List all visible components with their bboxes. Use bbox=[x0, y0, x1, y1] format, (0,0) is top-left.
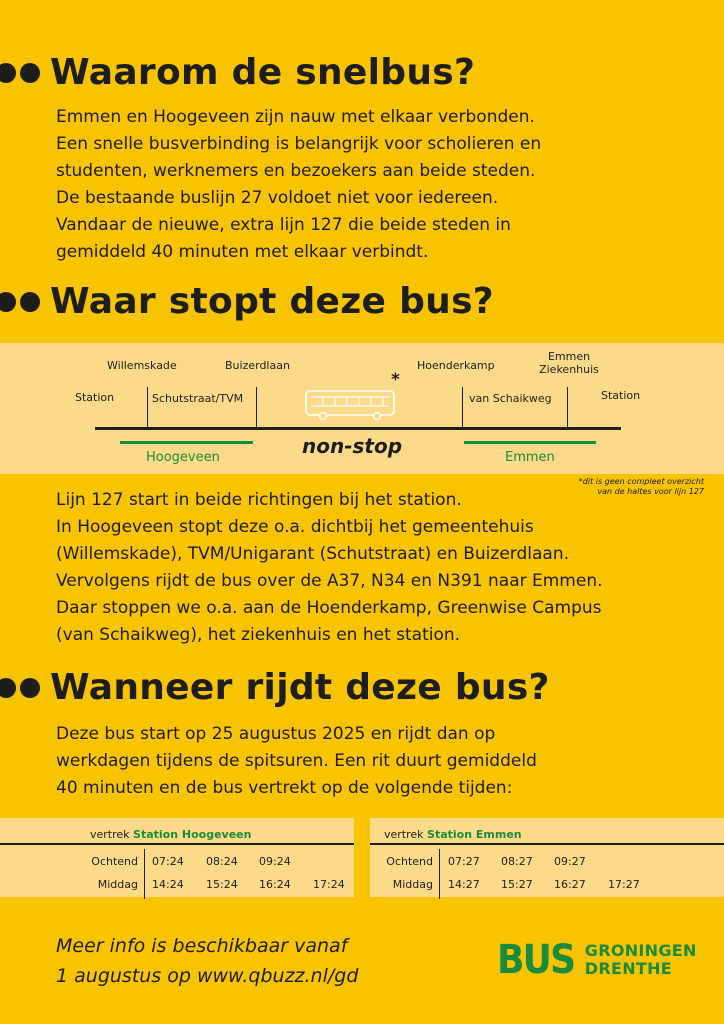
stop-hoenderkamp: Hoenderkamp bbox=[417, 359, 495, 372]
departure-time: 14:27 bbox=[448, 878, 480, 891]
info-line: Meer info is beschikbaar vanaf bbox=[56, 935, 348, 957]
departure-time: 15:27 bbox=[501, 878, 533, 891]
departure-time: 16:24 bbox=[259, 878, 291, 891]
bullet-dots-icon bbox=[0, 678, 40, 698]
timetable-prefix: vertrek bbox=[384, 828, 424, 841]
text-line: Vervolgens rijdt de bus over de A37, N34 en N391 naar Emmen. bbox=[56, 571, 603, 591]
timetable-station: Station Emmen bbox=[427, 828, 522, 841]
footnote-line: van de haltes voor lijn 127 bbox=[597, 487, 704, 496]
paragraph-why bbox=[56, 104, 541, 266]
timetable-station: Station Hoogeveen bbox=[133, 828, 252, 841]
text-line: Emmen en Hoogeveen zijn nauw met elkaar verbonden. bbox=[56, 107, 535, 127]
stop-schutstraat: Schutstraat/TVM bbox=[152, 392, 244, 405]
hoogeveen-bar bbox=[120, 441, 253, 444]
logo-text bbox=[585, 942, 697, 978]
text-line: Een snelle busverbinding is belangrijk voor scholieren en bbox=[56, 134, 542, 154]
stop-station-hoogeveen: Station bbox=[75, 391, 115, 404]
departure-time: 08:27 bbox=[501, 855, 533, 868]
departure-time: 17:27 bbox=[608, 878, 640, 891]
timetable-header bbox=[384, 828, 522, 841]
departure-time: 09:24 bbox=[259, 855, 291, 868]
stop-van-schaikweg: van Schaikweg bbox=[469, 392, 552, 405]
text-line: Daar stoppen we o.a. aan de Hoenderkamp, Greenwise Campus bbox=[56, 598, 602, 618]
departure-time: 08:24 bbox=[206, 855, 238, 868]
text-line: In Hoogeveen stopt deze o.a. dichtbij het gemeentehuis bbox=[56, 517, 534, 537]
text-line: Vandaar de nieuwe, extra lijn 127 die beide steden in bbox=[56, 215, 511, 235]
logo-line: GRONINGEN bbox=[584, 941, 697, 960]
departure-time: 07:24 bbox=[152, 855, 184, 868]
text-line: werkdagen tijdens de spitsuren. Een rit duurt gemiddeld bbox=[56, 751, 537, 771]
non-stop-label: non-stop bbox=[302, 434, 403, 458]
bus-groningen-drenthe-logo bbox=[497, 937, 697, 983]
paragraph-where bbox=[56, 487, 603, 649]
timetable-rule bbox=[0, 843, 354, 845]
logo-line: DRENTHE bbox=[584, 959, 673, 978]
text-line: 40 minuten en de bus vertrekt op de volgende tijden: bbox=[56, 778, 513, 798]
text-line: studenten, werknemers en bezoekers aan beide steden. bbox=[56, 161, 536, 181]
timetable-prefix: vertrek bbox=[90, 828, 130, 841]
heading-why: Waarom de snelbus? bbox=[50, 52, 476, 93]
departure-time: 16:27 bbox=[554, 878, 586, 891]
text-line: (van Schaikweg), het ziekenhuis en het station. bbox=[56, 625, 461, 645]
logo-mark: BUS bbox=[497, 937, 575, 983]
city-hoogeveen: Hoogeveen bbox=[146, 450, 220, 465]
route-line bbox=[95, 427, 621, 430]
stop-willemskade: Willemskade bbox=[107, 359, 177, 372]
timetable-separator bbox=[439, 849, 440, 899]
emmen-bar bbox=[464, 441, 596, 444]
timetable-separator bbox=[144, 849, 145, 899]
paragraph-when bbox=[56, 721, 537, 802]
bus-icon bbox=[305, 389, 397, 421]
city-emmen: Emmen bbox=[505, 450, 555, 465]
stop-buizerdlaan: Buizerdlaan bbox=[225, 359, 290, 372]
bullet-dots-icon bbox=[0, 63, 40, 83]
departure-time: 15:24 bbox=[206, 878, 238, 891]
row-label-ochtend: Ochtend bbox=[91, 855, 138, 868]
text-line: De bestaande buslijn 27 voldoet niet voor iedereen. bbox=[56, 188, 499, 208]
stop-tick bbox=[567, 387, 568, 428]
bullet-dots-icon bbox=[0, 292, 40, 312]
stop-tick bbox=[256, 387, 257, 428]
text-line: Deze bus start op 25 augustus 2025 en rijdt dan op bbox=[56, 724, 496, 744]
row-label-middag: Middag bbox=[392, 878, 433, 891]
asterisk-marker: * bbox=[391, 370, 400, 390]
stop-tick bbox=[147, 387, 148, 428]
heading-when: Wanneer rijdt deze bus? bbox=[50, 667, 550, 708]
heading-where: Waar stopt deze bus? bbox=[50, 281, 494, 322]
departure-time: 17:24 bbox=[313, 878, 345, 891]
info-text bbox=[56, 931, 358, 991]
stop-emmen-ziekenhuis: Emmen Ziekenhuis bbox=[539, 350, 599, 376]
stop-station-emmen: Station bbox=[601, 389, 641, 402]
text-line: gemiddeld 40 minuten met elkaar verbindt. bbox=[56, 242, 429, 262]
departure-time: 14:24 bbox=[152, 878, 184, 891]
text-line: (Willemskade), TVM/Unigarant (Schutstraat) en Buizerdlaan. bbox=[56, 544, 570, 564]
row-label-ochtend: Ochtend bbox=[386, 855, 433, 868]
departure-time: 09:27 bbox=[554, 855, 586, 868]
section-heading-why bbox=[0, 52, 475, 93]
row-label-middag: Middag bbox=[97, 878, 138, 891]
section-heading-where bbox=[0, 281, 494, 322]
timetable-header bbox=[90, 828, 251, 841]
text-line: Lijn 127 start in beide richtingen bij het station. bbox=[56, 490, 462, 510]
timetable-rule bbox=[370, 843, 724, 845]
departure-time: 07:27 bbox=[448, 855, 480, 868]
info-link-line[interactable]: 1 augustus op www.qbuzz.nl/gd bbox=[56, 965, 359, 987]
section-heading-when bbox=[0, 667, 550, 708]
footnote-line: *dit is geen compleet overzicht bbox=[578, 477, 704, 486]
stop-tick bbox=[462, 387, 463, 428]
